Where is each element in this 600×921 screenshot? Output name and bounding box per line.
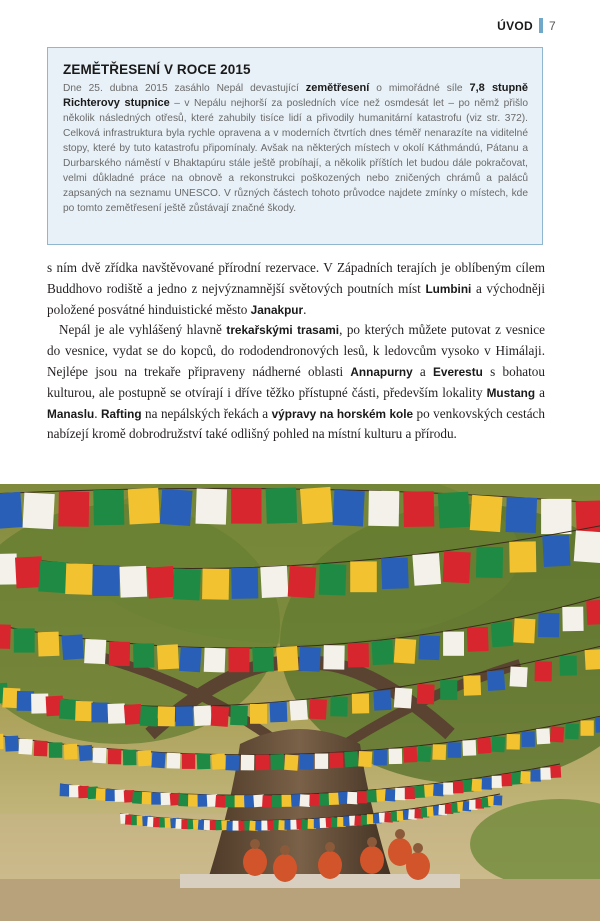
prayer-flag [105,789,116,801]
prayer-flag [270,702,288,722]
prayer-flag [256,755,270,771]
prayer-flag [510,667,528,688]
prayer-flag [443,551,471,583]
prayer-flag [467,627,489,652]
prayer-flag [344,751,358,767]
prayer-flag [405,787,415,799]
prayer-flag [513,618,535,643]
keyword-mountain-bike: výpravy na horském kole [271,406,414,421]
prayer-flag [204,648,226,673]
running-header [497,18,556,33]
prayer-flag [128,488,160,525]
prayer-flag [0,734,4,750]
prayer-flag [491,622,514,648]
prayer-flag [290,700,308,721]
prayer-flag [395,788,406,800]
prayer-flag [394,688,412,709]
prayer-flag [197,754,211,770]
monk-robe [406,852,430,880]
text-run: , po kterých můžete putovat z vesnice do vesnice, vydat se do kopců, do rododendronových lesů, k ledovcům vysoko v Himálaji. Nejlépe jsou na trekaře připraveny nádherné oblasti [47,322,545,379]
prayer-flag [319,793,329,805]
photo-illustration [0,484,600,921]
prayer-flag [348,643,369,668]
prayer-flag [477,738,491,754]
prayer-flag [109,642,130,667]
prayer-flag [493,795,502,805]
prayer-flag [93,490,124,526]
keyword-trekking: trekařskými trasami [226,323,340,338]
monk-head [325,842,335,852]
prayer-flag [123,750,137,766]
prayer-flag [115,790,126,802]
prayer-flag [160,489,193,526]
prayer-flag [157,644,179,669]
prayer-flag [350,561,377,592]
prayer-flag [440,680,457,700]
paragraph [47,320,545,445]
prayer-flag [215,795,226,808]
prayer-flag [23,493,55,530]
prayer-flag [487,670,505,691]
prayer-flag [299,794,310,807]
prayer-flag [18,739,32,755]
monk-robe [243,848,267,876]
text-run: a [535,384,545,400]
prayer-flag [151,793,161,805]
prayer-flag [108,749,122,765]
prayer-flag [315,754,328,769]
prayer-flag [179,647,202,673]
monk-head [395,829,405,839]
prayer-flag [0,492,23,529]
prayer-flag [389,748,403,764]
prayer-flag [173,568,201,600]
prayer-flag [250,704,267,724]
prayer-flag [229,648,250,672]
prayer-flag [138,750,152,766]
prayer-flag [225,755,239,771]
prayer-flag [352,694,369,714]
prayer-flag [418,635,440,660]
text-run: s bohatou kulturou, ale postupně se otvírají i dříve těžko přístupné části, především lokality [47,363,545,400]
prayer-flag [482,777,493,789]
prayer-flag [108,703,126,723]
prayer-flag [79,745,93,761]
prayer-flag [453,781,464,793]
prayer-flag [443,783,454,795]
prayer-flag [299,647,321,672]
prayer-flag [211,706,229,727]
prayer-flag [49,742,62,757]
prayer-flag [182,754,195,769]
prayer-flag [433,784,444,797]
section-title: ÚVOD [497,18,534,33]
prayer-flag [357,791,368,803]
prayer-flag [195,488,227,524]
prayer-flag [520,771,531,784]
keyword-everest: Everestu [433,364,483,379]
prayer-flag [542,535,570,567]
prayer-flag [565,723,579,739]
prayer-flag [536,728,550,744]
prayer-flag [91,703,108,723]
prayer-flag [585,649,600,670]
prayer-flag [59,699,77,720]
prayer-flag [142,792,153,804]
monk-robe [360,846,384,874]
monk-robe [273,854,297,882]
text-run: Nepál je ale vyhlášený hlavně [59,322,227,338]
prayer-flag [309,794,320,806]
prayer-flag [167,753,181,769]
prayer-flag [69,785,79,797]
monk-robe [318,851,342,879]
prayer-flag [538,613,559,638]
prayer-flag [574,530,600,563]
earthquake-infobox [47,47,543,245]
prayer-flag [462,740,476,756]
prayer-flag [560,656,577,676]
text-run: po venkovských cestách nabízejí kromě dobrodružství také odlišný pohled na místní kulturu a přírodu. [47,405,546,442]
prayer-flag [530,769,541,781]
prayer-flag [60,784,71,796]
prayer-flag [288,566,317,599]
prayer-flag [178,794,189,807]
prayer-flag [319,564,347,596]
prayer-flag [471,779,482,792]
prayer-flag [124,704,142,725]
prayer-flag [476,547,503,578]
prayer-flag [276,646,299,672]
text-run: na nepálských řekách a [141,405,272,421]
prayer-flag [541,499,571,534]
prayer-flag [230,705,248,725]
prayer-flag [412,553,441,586]
infobox-text-part: Dne 25. dubna 2015 zasáhlo Nepál devastující [63,83,306,94]
keyword-rafting: Rafting [100,406,142,421]
prayer-flag [65,563,93,595]
prayer-flag [92,747,106,763]
infobox-title: ZEMĚTŘESENÍ V ROCE 2015 [63,62,251,77]
prayer-flag [501,774,512,786]
main-text [47,258,545,445]
keyword-lumbini: Lumbini [425,281,472,296]
prayer-flag [403,491,434,527]
prayer-flag [470,495,503,532]
keyword-mustang: Mustang [486,385,536,400]
prayer-flag [381,557,409,589]
prayer-flag [34,741,48,757]
monk-head [280,845,290,855]
prayer-flag [231,568,258,599]
prayer-flag [93,565,120,596]
prayer-flag [225,795,236,807]
prayer-flag [96,788,107,801]
infobox-text-part: o mimořádné síle [369,83,470,94]
prayer-flag [5,736,19,752]
prayer-flag [509,541,536,572]
prayer-flag [323,645,344,670]
text-run: . [303,301,307,317]
keyword-manaslu: Manaslu [47,406,95,421]
infobox-keyword: 7,8 stupně Richterovy stupnice [63,82,528,109]
prayer-flag [282,795,293,807]
prayer-flag [140,706,158,727]
prayer-flag [403,747,417,763]
prayer-flag [260,566,288,598]
prayer-flag [443,632,464,656]
prayer-flag [586,600,600,625]
prayer-flag [64,744,78,760]
prayer-flag [194,705,212,726]
prayer-flag [241,755,255,771]
prayer-flag [147,566,176,599]
keyword-annapurna: Annapurny [350,364,413,379]
prayer-flag [463,675,481,695]
text-run: a východněji položené posvátné hinduistické město [47,280,545,317]
prayer-flag [198,794,209,806]
prayer-flag [367,790,378,802]
text-run: . [94,405,101,421]
prayer-flag [438,492,470,529]
prayer-flag [38,561,67,594]
prayer-flag [0,624,11,649]
prayer-flag [417,746,431,762]
prayer-flag [417,684,435,704]
prayer-flag [120,566,148,598]
monk-head [250,839,260,849]
prayer-flag [550,726,564,742]
prayer-flag [521,731,535,747]
prayer-flag [62,634,85,660]
prayer-flag [188,794,199,806]
prayer-flag [309,699,327,720]
prayer-flag [550,765,561,778]
prayer-flag [231,488,261,523]
prayer-flag [329,793,340,805]
prayer-flag [244,795,255,807]
prayer-flag [235,795,245,807]
prayer-flag [202,569,229,600]
prayer-flags-tree-photo [0,484,600,921]
monk-head [413,843,423,853]
monk-head [367,837,377,847]
prayer-flag [58,491,89,527]
prayer-flag [84,639,106,664]
prayer-flag [0,554,17,585]
prayer-flag [448,742,461,757]
page-number: 7 [549,18,556,33]
prayer-flag [300,487,333,524]
prayer-flag [535,661,552,681]
prayer-flag [562,607,583,632]
prayer-flag [333,490,365,527]
prayer-flag [330,697,347,717]
prayer-flag [358,751,372,767]
prayer-flag [271,754,285,770]
prayer-flag [432,744,446,760]
prayer-flag [266,488,298,524]
prayer-flag [385,789,396,802]
prayer-flag [75,701,93,721]
prayer-flag [262,795,273,808]
prayer-flag [161,793,172,805]
text-run: a [412,363,434,379]
prayer-flag [299,754,313,770]
infobox-text-part: – v Nepálu nejhorší za posledních více než osmdesát let – po němž přišlo několik následných otřesů, které zahubily tisíce lidí a přivodily humanitární katastrofu (viz str. 372). Celková infrastruktura byla rychle opravena a v moderních čtvrtích dnes téměř nenarazíte na viditelné stopy, které by tuto katastrofu připomínaly. Avšak na některých místech v okolí Káthmándú, Pátanu a Durbarského náměstí v Bhaktapúru stále ještě probíhají, a několik příštích let budou dále pokračovat, velmi důkladné práce na obnově a rekonstrukci poškozených nebo zničených chrámů a paláců zapsaných na seznamu UNESCO. V různých částech tohoto průvodce najdete zmínky o místech, kde po tomto zemětřesení ještě zůstávají značné škody. [63,98,528,214]
prayer-flag [14,628,35,652]
prayer-flag [133,643,154,668]
prayer-flag [252,647,274,672]
header-accent-bar [539,18,543,33]
prayer-flag [595,717,600,733]
text-run: s ním dvě zřídka navštěvované přírodní rezervace. V Západních terajích je oblíbeným cílem Buddhovo rodiště a jedno z nejvýznamnější světových poutních míst [47,260,545,296]
paragraph [47,258,545,320]
prayer-flag [492,776,502,788]
prayer-flag [211,753,225,769]
prayer-flag [394,638,417,664]
prayer-flag [581,720,594,735]
keyword-janakpur: Janakpur [250,302,304,317]
prayer-flag [151,752,165,768]
prayer-flag [330,752,344,768]
infobox-text [63,81,528,216]
prayer-flag [505,497,537,533]
prayer-flag [491,736,505,752]
prayer-flag [158,706,175,726]
prayer-flag [38,632,60,657]
prayer-flag [368,491,399,527]
prayer-flag [372,640,394,665]
infobox-keyword: zemětřesení [305,82,370,94]
prayer-flag [132,791,143,804]
prayer-flag [272,795,283,807]
prayer-flag [374,750,388,766]
prayer-flag [414,786,425,798]
prayer-flag [506,734,520,750]
prayer-flag [347,792,358,805]
prayer-flag [373,690,391,711]
prayer-flag [540,768,551,780]
prayer-flag [176,706,193,726]
prayer-flag [284,754,298,770]
